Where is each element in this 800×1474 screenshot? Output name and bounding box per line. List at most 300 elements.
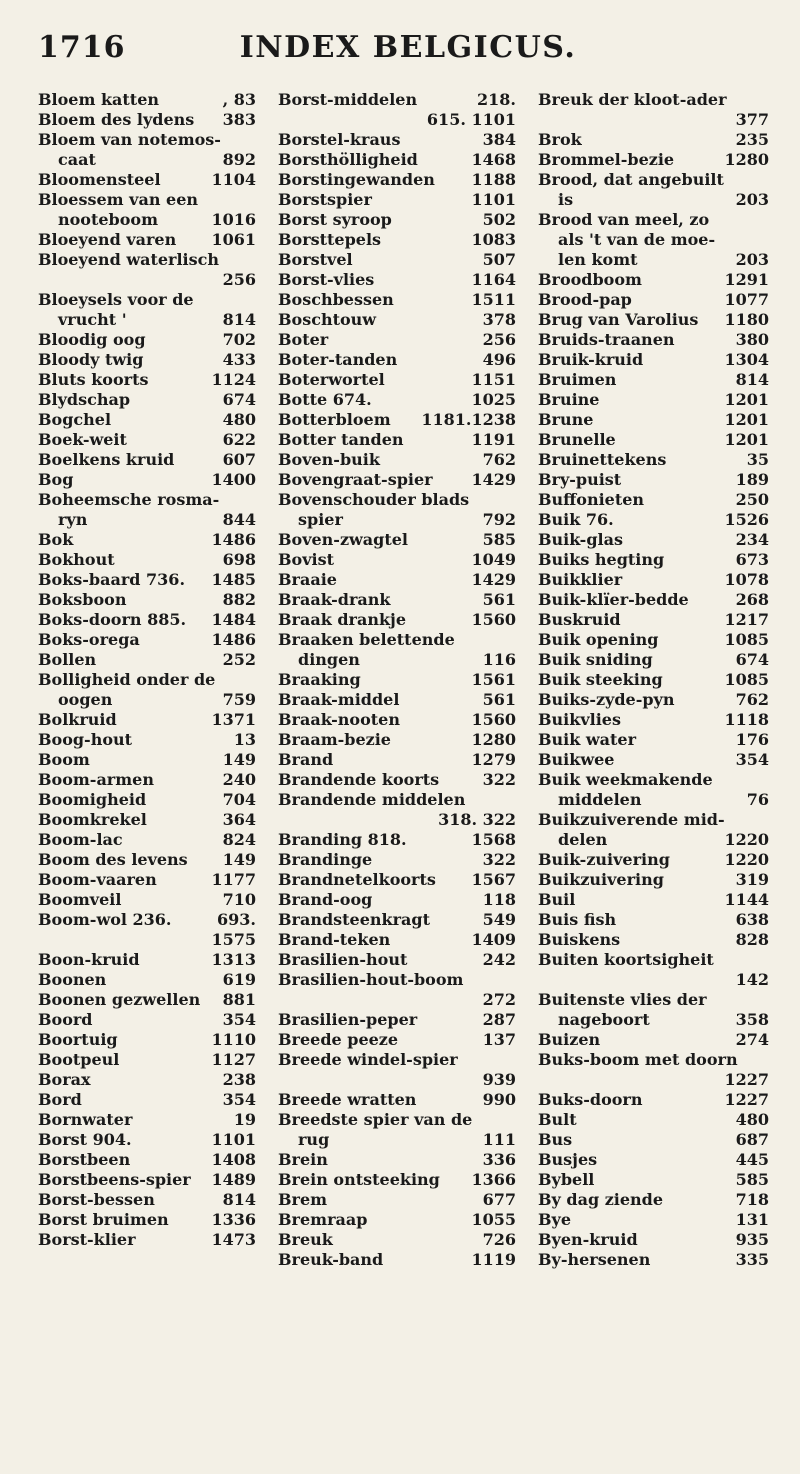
index-term: Buik steeking bbox=[538, 670, 663, 689]
index-term: Brasilien-peper bbox=[278, 1010, 418, 1029]
index-term: Borst-bessen bbox=[38, 1190, 155, 1209]
index-term: Boom-armen bbox=[38, 770, 154, 789]
index-entry-line bbox=[38, 1170, 256, 1190]
page-reference: 1177 bbox=[211, 870, 256, 889]
page-reference: 844 bbox=[222, 510, 256, 529]
index-entry bbox=[538, 650, 769, 670]
index-column-2 bbox=[278, 90, 516, 1470]
page-reference: 704 bbox=[222, 790, 256, 809]
page-reference: 377 bbox=[735, 110, 769, 129]
page-reference: 549 bbox=[482, 910, 516, 929]
page-reference: 1025 bbox=[471, 390, 516, 409]
index-entry-line bbox=[538, 590, 769, 610]
index-entry bbox=[538, 1250, 769, 1270]
page-reference: 677 bbox=[482, 1190, 516, 1209]
page-reference: 585 bbox=[482, 530, 516, 549]
index-entry-line bbox=[278, 250, 516, 270]
index-term: Buil bbox=[538, 890, 576, 909]
index-entry-line bbox=[278, 390, 516, 410]
index-term: Bruine bbox=[538, 390, 600, 409]
index-entry bbox=[38, 470, 256, 490]
index-term: als 't van de moe- bbox=[558, 230, 716, 249]
index-entry bbox=[38, 710, 256, 730]
index-entry bbox=[38, 430, 256, 450]
index-entry-line bbox=[278, 430, 516, 450]
index-entry bbox=[38, 630, 256, 650]
index-term: caat bbox=[58, 150, 96, 169]
index-entry-line bbox=[278, 610, 516, 630]
index-entry-line bbox=[38, 810, 256, 830]
index-entry bbox=[538, 430, 769, 450]
index-term: Borstspier bbox=[278, 190, 372, 209]
index-term: Boks-baard 736. bbox=[38, 570, 186, 589]
index-entry-line bbox=[278, 1130, 516, 1150]
index-entry bbox=[278, 890, 516, 910]
index-entry-line bbox=[38, 770, 256, 790]
index-term: Buiks-zyde-pyn bbox=[538, 690, 675, 709]
index-term: By dag ziende bbox=[538, 1190, 664, 1209]
index-entry bbox=[538, 410, 769, 430]
page-reference: 935 bbox=[735, 1230, 769, 1249]
index-term: Borstingewanden bbox=[278, 170, 435, 189]
index-term: Borsthölligheid bbox=[278, 150, 418, 169]
page-reference: 718 bbox=[735, 1190, 769, 1209]
index-term: Borstbeen bbox=[38, 1150, 131, 1169]
page-reference: 1366 bbox=[471, 1170, 516, 1189]
index-entry-line bbox=[278, 350, 516, 370]
index-entry-line bbox=[538, 1070, 769, 1090]
index-term: Brasilien-hout-boom bbox=[278, 970, 464, 989]
index-entry-line bbox=[38, 430, 256, 450]
index-entry bbox=[538, 910, 769, 930]
page-reference: 759 bbox=[222, 690, 256, 709]
index-term: Brandende middelen bbox=[278, 790, 466, 809]
index-entry-line bbox=[538, 1130, 769, 1150]
index-entry bbox=[38, 330, 256, 350]
page-reference: 13 bbox=[233, 730, 256, 749]
index-entry-line bbox=[278, 850, 516, 870]
page-reference: 1486 bbox=[211, 630, 256, 649]
index-entry-line bbox=[38, 130, 256, 150]
page-reference: 354 bbox=[222, 1090, 256, 1109]
index-entry bbox=[278, 790, 516, 830]
index-entry-line bbox=[278, 730, 516, 750]
index-entry-line bbox=[538, 830, 769, 850]
index-entry-line bbox=[278, 1150, 516, 1170]
page-reference: 1016 bbox=[211, 210, 256, 229]
index-term: Brand-oog bbox=[278, 890, 373, 909]
index-term: Boomigheid bbox=[38, 790, 147, 809]
page-reference: 1280 bbox=[724, 150, 769, 169]
index-entry-line bbox=[538, 90, 769, 110]
page-reference: 384 bbox=[482, 130, 516, 149]
index-entry bbox=[538, 950, 769, 990]
index-entry-line bbox=[538, 1090, 769, 1110]
index-entry-line bbox=[38, 1050, 256, 1070]
index-term: Busjes bbox=[538, 1150, 598, 1169]
page-reference: 1468 bbox=[471, 150, 516, 169]
index-entry bbox=[38, 1010, 256, 1030]
page-reference: 1085 bbox=[724, 630, 769, 649]
index-entry-line bbox=[278, 110, 516, 130]
index-entry-line bbox=[38, 530, 256, 550]
index-term: Breuk der kloot-ader bbox=[538, 90, 727, 109]
index-entry-line bbox=[538, 1210, 769, 1230]
index-entry bbox=[38, 550, 256, 570]
index-entry-line bbox=[38, 550, 256, 570]
index-entry-line bbox=[278, 790, 516, 810]
index-entry bbox=[278, 1110, 516, 1150]
index-term: Buizen bbox=[538, 1030, 601, 1049]
page-reference: 1336 bbox=[211, 1210, 256, 1229]
index-entry-line bbox=[538, 150, 769, 170]
page-reference: 1567 bbox=[471, 870, 516, 889]
page-reference: 176 bbox=[735, 730, 769, 749]
index-term: Boter bbox=[278, 330, 329, 349]
index-entry-line bbox=[38, 390, 256, 410]
index-entry-line bbox=[538, 250, 769, 270]
index-entry-line bbox=[38, 150, 256, 170]
index-entry-line bbox=[278, 870, 516, 890]
page-reference: 1489 bbox=[211, 1170, 256, 1189]
index-entry bbox=[278, 210, 516, 230]
index-term: Braaken belettende bbox=[278, 630, 455, 649]
index-term: Boon-kruid bbox=[38, 950, 140, 969]
page-reference: 814 bbox=[222, 1190, 256, 1209]
page-reference: 189 bbox=[735, 470, 769, 489]
page-reference: 433 bbox=[222, 350, 256, 369]
index-entry bbox=[278, 1030, 516, 1050]
index-entry-line bbox=[38, 470, 256, 490]
page-reference: 242 bbox=[482, 950, 516, 969]
index-entry bbox=[38, 750, 256, 770]
index-entry bbox=[38, 110, 256, 130]
page-reference: 234 bbox=[735, 530, 769, 549]
index-term: Borstbeens-spier bbox=[38, 1170, 191, 1189]
page-reference: 1118 bbox=[724, 710, 769, 729]
index-entry-line bbox=[538, 230, 769, 250]
index-entry-line bbox=[538, 290, 769, 310]
index-entry-line bbox=[538, 470, 769, 490]
index-entry bbox=[38, 290, 256, 330]
index-entry-line bbox=[538, 1190, 769, 1210]
index-entry bbox=[38, 810, 256, 830]
index-entry bbox=[538, 730, 769, 750]
index-entry-line bbox=[278, 1210, 516, 1230]
index-term: Buikwee bbox=[538, 750, 615, 769]
index-term: Brunelle bbox=[538, 430, 616, 449]
page-reference: 561 bbox=[482, 690, 516, 709]
page-reference: 1220 bbox=[724, 830, 769, 849]
index-entry-line bbox=[278, 670, 516, 690]
index-entry bbox=[278, 930, 516, 950]
index-entry-line bbox=[278, 570, 516, 590]
page-reference: 240 bbox=[222, 770, 256, 789]
index-entry bbox=[538, 890, 769, 910]
index-entry bbox=[278, 490, 516, 530]
index-term: Bloeyend waterlisch bbox=[38, 250, 219, 269]
index-term: Boog-hout bbox=[38, 730, 133, 749]
page-reference: 322 bbox=[482, 850, 516, 869]
index-entry bbox=[538, 170, 769, 210]
page-reference: 1085 bbox=[724, 670, 769, 689]
index-entry-line bbox=[278, 130, 516, 150]
index-term: Bollen bbox=[38, 650, 97, 669]
index-term: Bloessem van een bbox=[38, 190, 199, 209]
index-entry-line bbox=[538, 970, 769, 990]
page-reference: 131 bbox=[735, 1210, 769, 1229]
index-entry bbox=[278, 130, 516, 150]
index-entry bbox=[538, 810, 769, 850]
index-term: Borstel-kraus bbox=[278, 130, 401, 149]
index-entry bbox=[38, 90, 256, 110]
index-entry-line bbox=[38, 1150, 256, 1170]
index-term: Bry-puist bbox=[538, 470, 622, 489]
index-entry bbox=[278, 710, 516, 730]
index-term: Bolkruid bbox=[38, 710, 117, 729]
index-term: Boter-tanden bbox=[278, 350, 398, 369]
page-reference: 235 bbox=[735, 130, 769, 149]
page-reference: 480 bbox=[222, 410, 256, 429]
page-reference: 354 bbox=[735, 750, 769, 769]
index-entry bbox=[538, 330, 769, 350]
index-term: nooteboom bbox=[58, 210, 159, 229]
index-entry-line bbox=[38, 670, 256, 690]
page-reference: 638 bbox=[735, 910, 769, 929]
index-term: Borst-vlies bbox=[278, 270, 375, 289]
index-entry bbox=[538, 1170, 769, 1190]
index-entry-line bbox=[538, 350, 769, 370]
page-reference: 1110 bbox=[211, 1030, 256, 1049]
page-reference: 1560 bbox=[471, 610, 516, 629]
page-reference: 137 bbox=[482, 1030, 516, 1049]
index-entry-line bbox=[278, 910, 516, 930]
index-entry-line bbox=[538, 110, 769, 130]
index-entry-line bbox=[278, 150, 516, 170]
index-term: Buikvlies bbox=[538, 710, 621, 729]
index-entry-line bbox=[38, 350, 256, 370]
page-reference: 1201 bbox=[724, 430, 769, 449]
index-entry bbox=[538, 1130, 769, 1150]
index-entry bbox=[278, 410, 516, 430]
index-term: Breede wratten bbox=[278, 1090, 417, 1109]
index-entry-line bbox=[38, 790, 256, 810]
index-entry-line bbox=[538, 190, 769, 210]
index-entry bbox=[38, 590, 256, 610]
index-entry bbox=[538, 750, 769, 770]
index-term: Bloomensteel bbox=[38, 170, 161, 189]
index-entry-line bbox=[38, 690, 256, 710]
index-entry bbox=[38, 410, 256, 430]
index-entry bbox=[38, 230, 256, 250]
index-entry bbox=[538, 1050, 769, 1090]
page-reference: 762 bbox=[482, 450, 516, 469]
index-entry-line bbox=[278, 1010, 516, 1030]
page-title: INDEX BELGICUS. bbox=[239, 30, 577, 65]
page-reference: 118 bbox=[482, 890, 516, 909]
index-term: Buikzuiverende mid- bbox=[538, 810, 725, 829]
index-entry-line bbox=[278, 830, 516, 850]
index-term: Boks-doorn 885. bbox=[38, 610, 187, 629]
page-reference: 1101 bbox=[211, 1130, 256, 1149]
index-entry bbox=[538, 570, 769, 590]
index-entry-line bbox=[38, 750, 256, 770]
index-term: Borstvel bbox=[278, 250, 353, 269]
page-reference: 252 bbox=[222, 650, 256, 669]
index-entry bbox=[538, 130, 769, 150]
page-reference: 1227 bbox=[724, 1090, 769, 1109]
index-entry bbox=[278, 150, 516, 170]
index-entry-line bbox=[38, 270, 256, 290]
index-term: Brein ontsteeking bbox=[278, 1170, 440, 1189]
index-term: Borst-klier bbox=[38, 1230, 136, 1249]
index-entry bbox=[278, 290, 516, 310]
index-term: Buskruid bbox=[538, 610, 621, 629]
index-entry-line bbox=[278, 970, 516, 990]
index-term: Braak-middel bbox=[278, 690, 400, 709]
page-reference: 1279 bbox=[471, 750, 516, 769]
index-term: Buik weekmakende bbox=[538, 770, 713, 789]
index-entry-line bbox=[38, 1030, 256, 1050]
index-entry bbox=[38, 770, 256, 790]
index-entry bbox=[38, 1070, 256, 1090]
index-entry bbox=[38, 450, 256, 470]
index-term: Boksboon bbox=[38, 590, 127, 609]
index-term: Bolligheid onder de bbox=[38, 670, 216, 689]
index-column-3 bbox=[538, 90, 769, 1470]
index-entry bbox=[538, 90, 769, 130]
index-entry-line bbox=[38, 90, 256, 110]
index-term: Bybell bbox=[538, 1170, 595, 1189]
index-term: Boortuig bbox=[38, 1030, 118, 1049]
index-term: nageboort bbox=[558, 1010, 650, 1029]
page-reference: 1560 bbox=[471, 710, 516, 729]
index-term: Boven-buik bbox=[278, 450, 380, 469]
index-term: Boek-weit bbox=[38, 430, 127, 449]
page-reference: 274 bbox=[735, 1030, 769, 1049]
index-entry bbox=[38, 1170, 256, 1190]
page-reference: 828 bbox=[735, 930, 769, 949]
index-term: Boven-zwagtel bbox=[278, 530, 409, 549]
page-reference: 1280 bbox=[471, 730, 516, 749]
index-term: Boom bbox=[38, 750, 90, 769]
index-term: spier bbox=[298, 510, 343, 529]
page-reference: 1191 bbox=[471, 430, 516, 449]
index-term: Boomkrekel bbox=[38, 810, 147, 829]
index-entry-line bbox=[538, 1110, 769, 1130]
page-reference: 1371 bbox=[211, 710, 256, 729]
page-reference: 1077 bbox=[724, 290, 769, 309]
index-entry bbox=[538, 1190, 769, 1210]
index-entry-line bbox=[538, 1030, 769, 1050]
index-term: delen bbox=[558, 830, 608, 849]
index-entry bbox=[278, 1050, 516, 1090]
index-entry bbox=[538, 490, 769, 510]
index-term: Braak-drank bbox=[278, 590, 391, 609]
page-reference: 1188 bbox=[471, 170, 516, 189]
index-term: Botterbloem bbox=[278, 410, 391, 429]
index-term: Braaking bbox=[278, 670, 361, 689]
index-entry-line bbox=[278, 190, 516, 210]
page-reference: 892 bbox=[222, 150, 256, 169]
index-entry-line bbox=[278, 370, 516, 390]
page-reference: 939 bbox=[482, 1070, 516, 1089]
index-entry-line bbox=[538, 210, 769, 230]
index-entry bbox=[278, 950, 516, 970]
index-term: Breede peeze bbox=[278, 1030, 399, 1049]
page-reference: 1049 bbox=[471, 550, 516, 569]
page-reference: 1127 bbox=[211, 1050, 256, 1069]
index-entry-line bbox=[278, 330, 516, 350]
index-entry bbox=[278, 250, 516, 270]
index-term: Buks-doorn bbox=[538, 1090, 643, 1109]
index-term: Breuk bbox=[278, 1230, 333, 1249]
index-entry bbox=[278, 570, 516, 590]
page-reference: 35 bbox=[746, 450, 769, 469]
index-term: Buitenste vlies der bbox=[538, 990, 707, 1009]
index-entry bbox=[38, 650, 256, 670]
index-entry-line bbox=[538, 270, 769, 290]
index-entry-line bbox=[38, 730, 256, 750]
index-term: Braam-bezie bbox=[278, 730, 391, 749]
page-reference: 1227 bbox=[724, 1070, 769, 1089]
index-entry-line bbox=[38, 710, 256, 730]
index-entry-line bbox=[538, 770, 769, 790]
index-entry bbox=[538, 510, 769, 530]
index-entry-line bbox=[538, 870, 769, 890]
index-term: Buiks hegting bbox=[538, 550, 665, 569]
index-entry bbox=[278, 870, 516, 890]
index-term: Bovist bbox=[278, 550, 334, 569]
page-reference: 507 bbox=[482, 250, 516, 269]
index-entry bbox=[538, 690, 769, 710]
index-entry bbox=[278, 310, 516, 330]
index-entry-line bbox=[538, 490, 769, 510]
page-reference: 607 bbox=[222, 450, 256, 469]
index-term: Brandnetelkoorts bbox=[278, 870, 436, 889]
index-entry-line bbox=[538, 730, 769, 750]
index-term: Buik-zuivering bbox=[538, 850, 670, 869]
index-term: Boom-vaaren bbox=[38, 870, 157, 889]
index-term: Branding 818. bbox=[278, 830, 407, 849]
page-reference: 76 bbox=[746, 790, 769, 809]
page-reference: 256 bbox=[222, 270, 256, 289]
page-reference: 1304 bbox=[724, 350, 769, 369]
index-entry bbox=[38, 1130, 256, 1150]
index-entry-line bbox=[278, 1250, 516, 1270]
page-reference: 1101 bbox=[471, 190, 516, 209]
index-entry bbox=[538, 450, 769, 470]
index-entry-line bbox=[278, 630, 516, 650]
index-term: Boschtouw bbox=[278, 310, 377, 329]
index-entry-line bbox=[38, 1130, 256, 1150]
index-entry bbox=[538, 1150, 769, 1170]
page-reference: 693. bbox=[217, 910, 256, 929]
index-entry-line bbox=[278, 470, 516, 490]
index-entry-line bbox=[278, 710, 516, 730]
index-term: Buiten koortsigheit bbox=[538, 950, 714, 969]
index-entry-line bbox=[38, 1010, 256, 1030]
index-entry-line bbox=[38, 210, 256, 230]
index-entry bbox=[278, 590, 516, 610]
index-term: Brem bbox=[278, 1190, 328, 1209]
index-term: Buks-boom met doorn bbox=[538, 1050, 738, 1069]
index-term: Boterwortel bbox=[278, 370, 385, 389]
index-entry bbox=[278, 1170, 516, 1190]
page-reference: 358 bbox=[735, 1010, 769, 1029]
page-reference: 322 bbox=[482, 770, 516, 789]
index-entry bbox=[278, 1090, 516, 1110]
